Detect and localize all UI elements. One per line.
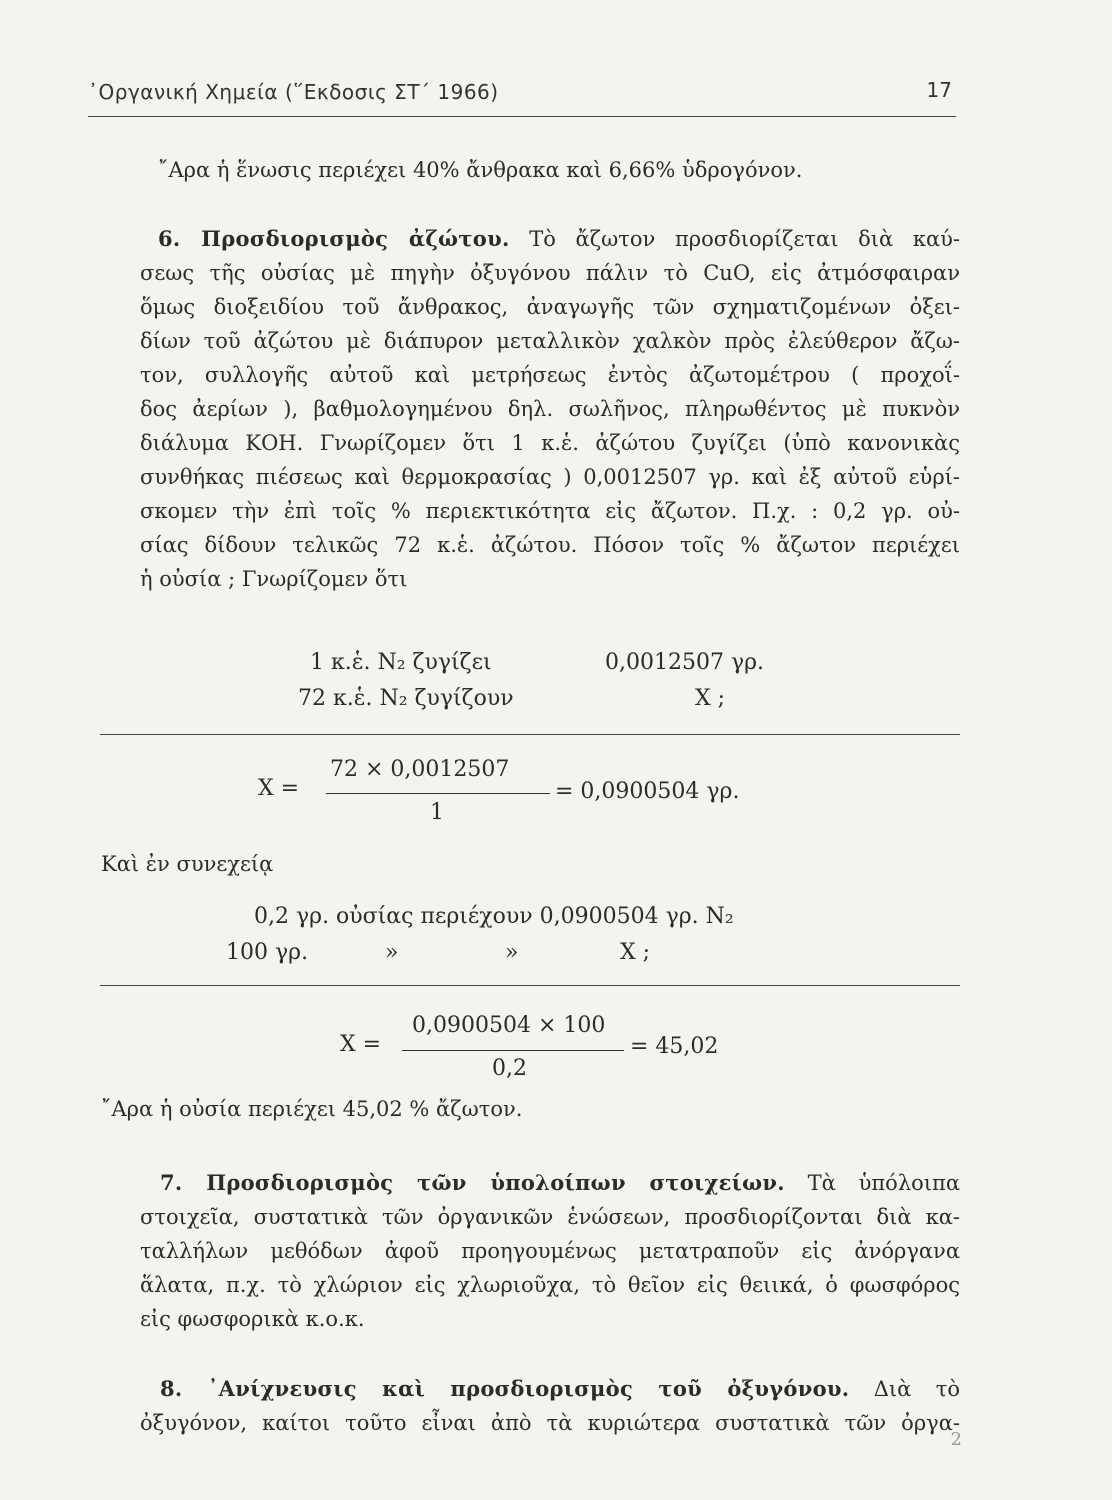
intro-line: ῎Αρα ἡ ἕνωσις περιέχει 40% ἄνθρακα καὶ 6,66% ὑδρογόνον. [158, 158, 803, 182]
section6-first-line [158, 222, 960, 256]
calc1-row2-right: X ; [695, 686, 726, 711]
page-number: 17 [926, 78, 952, 102]
section8-line-1: ὀξυγόνον, καίτοι τοῦτο εἶναι ἀπὸ τὰ κυριώτερα συστατικὰ τῶν ὀργα- [140, 1411, 960, 1435]
calc2-row2-amount: 100 γρ. [226, 940, 309, 965]
section7-line-4: εἰς φωσφορικὰ κ.ο.κ. [140, 1307, 365, 1331]
section6-line-7: συνθήκας πιέσεως καὶ θερμοκρασίας ) 0,0012507 γρ. καὶ ἐξ αὐτοῦ εὑρί- [140, 465, 960, 489]
section6-line-10: ἡ οὐσία ; Γνωρίζομεν ὅτι [140, 567, 408, 591]
section6-line-0: Τὸ ἄζωτον προσδιορίζεται διὰ καύ- [529, 227, 960, 251]
calc1-result: = 0,0900504 γρ. [555, 779, 740, 804]
running-header: ᾽Οργανική Χημεία (῞Εκδοσις ΣΤ΄ 1966) [88, 80, 499, 104]
calc2-row2-x: X ; [620, 940, 651, 965]
conclusion-line: ῎Αρα ἡ οὐσία περιέχει 45,02 % ἄζωτον. [101, 1097, 523, 1121]
calc2-numerator: 0,0900504 × 100 [412, 1013, 606, 1038]
section6-line-3: δίων τοῦ ἀζώτου μὲ διάπυρον μεταλλικὸν χαλκὸν πρὸς ἐλεύθερον ἄζω- [140, 329, 960, 353]
section7-line-0: Τὰ ὑπόλοιπα [807, 1171, 960, 1195]
calc1-separator [100, 734, 960, 735]
section6-heading: 6. Προσδιορισμὸς ἀζώτου. [158, 226, 510, 251]
calc1-x-label: X = [258, 776, 300, 801]
calc2-separator [100, 985, 960, 986]
calc2-x-label: X = [340, 1032, 382, 1057]
calc1-row2-left: 72 κ.ἑ. N₂ ζυγίζουν [298, 686, 514, 711]
calc1-denominator: 1 [430, 800, 444, 825]
section6-line-2: ὅμως διοξειδίου τοῦ ἄνθρακος, ἀναγωγῆς τῶν σχηματιζομένων ὀξει- [140, 295, 960, 319]
section6-line-1: σεως τῆς οὐσίας μὲ πηγὴν ὀξυγόνου πάλιν τὸ CuO, εἰς ἀτμόσφαιραν [140, 261, 960, 285]
header-rule [88, 116, 956, 117]
section6-line-4: τον, συλλογῆς αὐτοῦ καὶ μετρήσεως ἐντὸς ἀζωτομέτρου ( προχοΐ- [140, 363, 960, 387]
calc2-row2-ditto-2: » [505, 940, 519, 965]
section6-line-8: σκομεν τὴν ἐπὶ τοῖς % περιεκτικότητα εἰς ἄζωτον. Π.χ. : 0,2 γρ. οὐ- [140, 499, 960, 523]
calc2-fraction-bar [402, 1050, 624, 1051]
calc1-row1-right: 0,0012507 γρ. [605, 650, 765, 675]
section7-heading: 7. Προσδιορισμὸς τῶν ὑπολοίπων στοιχείων. [160, 1170, 785, 1195]
section8-first-line [160, 1372, 960, 1406]
section7-line-2: ταλλήλων μεθόδων ἀφοῦ προηγουμένως μετατραποῦν εἰς ἀνόργανα [140, 1239, 960, 1263]
calc2-row2-ditto-1: » [385, 940, 399, 965]
section8-line-0: Διὰ τὸ [873, 1377, 960, 1401]
corner-mark: 2 [950, 1429, 962, 1450]
section6-line-6: διάλυμα ΚΟΗ. Γνωρίζομεν ὅτι 1 κ.ἑ. ἀζώτου ζυγίζει (ὑπὸ κανονικὰς [140, 431, 960, 455]
section7-line-3: ἅλατα, π.χ. τὸ χλώριον εἰς χλωριοῦχα, τὸ θεῖον εἰς θειικά, ὁ φωσφόρος [140, 1273, 960, 1297]
calc2-result: = 45,02 [630, 1034, 719, 1059]
calc1-fraction-bar [326, 793, 550, 794]
section7-first-line [160, 1166, 960, 1200]
calc2-row1: 0,2 γρ. οὐσίας περιέχουν 0,0900504 γρ. N₂ [254, 904, 734, 929]
calc2-denominator: 0,2 [492, 1056, 527, 1081]
calc1-numerator: 72 × 0,0012507 [330, 757, 510, 782]
section6-line-9: σίας δίδουν τελικῶς 72 κ.ἑ. ἀζώτου. Πόσον τοῖς % ἄζωτον περιέχει [140, 533, 960, 557]
section8-heading: 8. ᾽Ανίχνευσις καὶ προσδιορισμὸς τοῦ ὀξυγόνου. [160, 1376, 850, 1401]
continue-text: Καὶ ἐν συνεχείᾳ [101, 852, 274, 876]
section7-line-1: στοιχεῖα, συστατικὰ τῶν ὀργανικῶν ἑνώσεων, προσδιορίζονται διὰ κα- [140, 1205, 960, 1229]
section6-line-5: δος ἀερίων ), βαθμολογημένου δηλ. σωλῆνος, πληρωθέντος μὲ πυκνὸν [140, 397, 960, 421]
calc1-row1-left: 1 κ.ἑ. N₂ ζυγίζει [310, 650, 492, 675]
